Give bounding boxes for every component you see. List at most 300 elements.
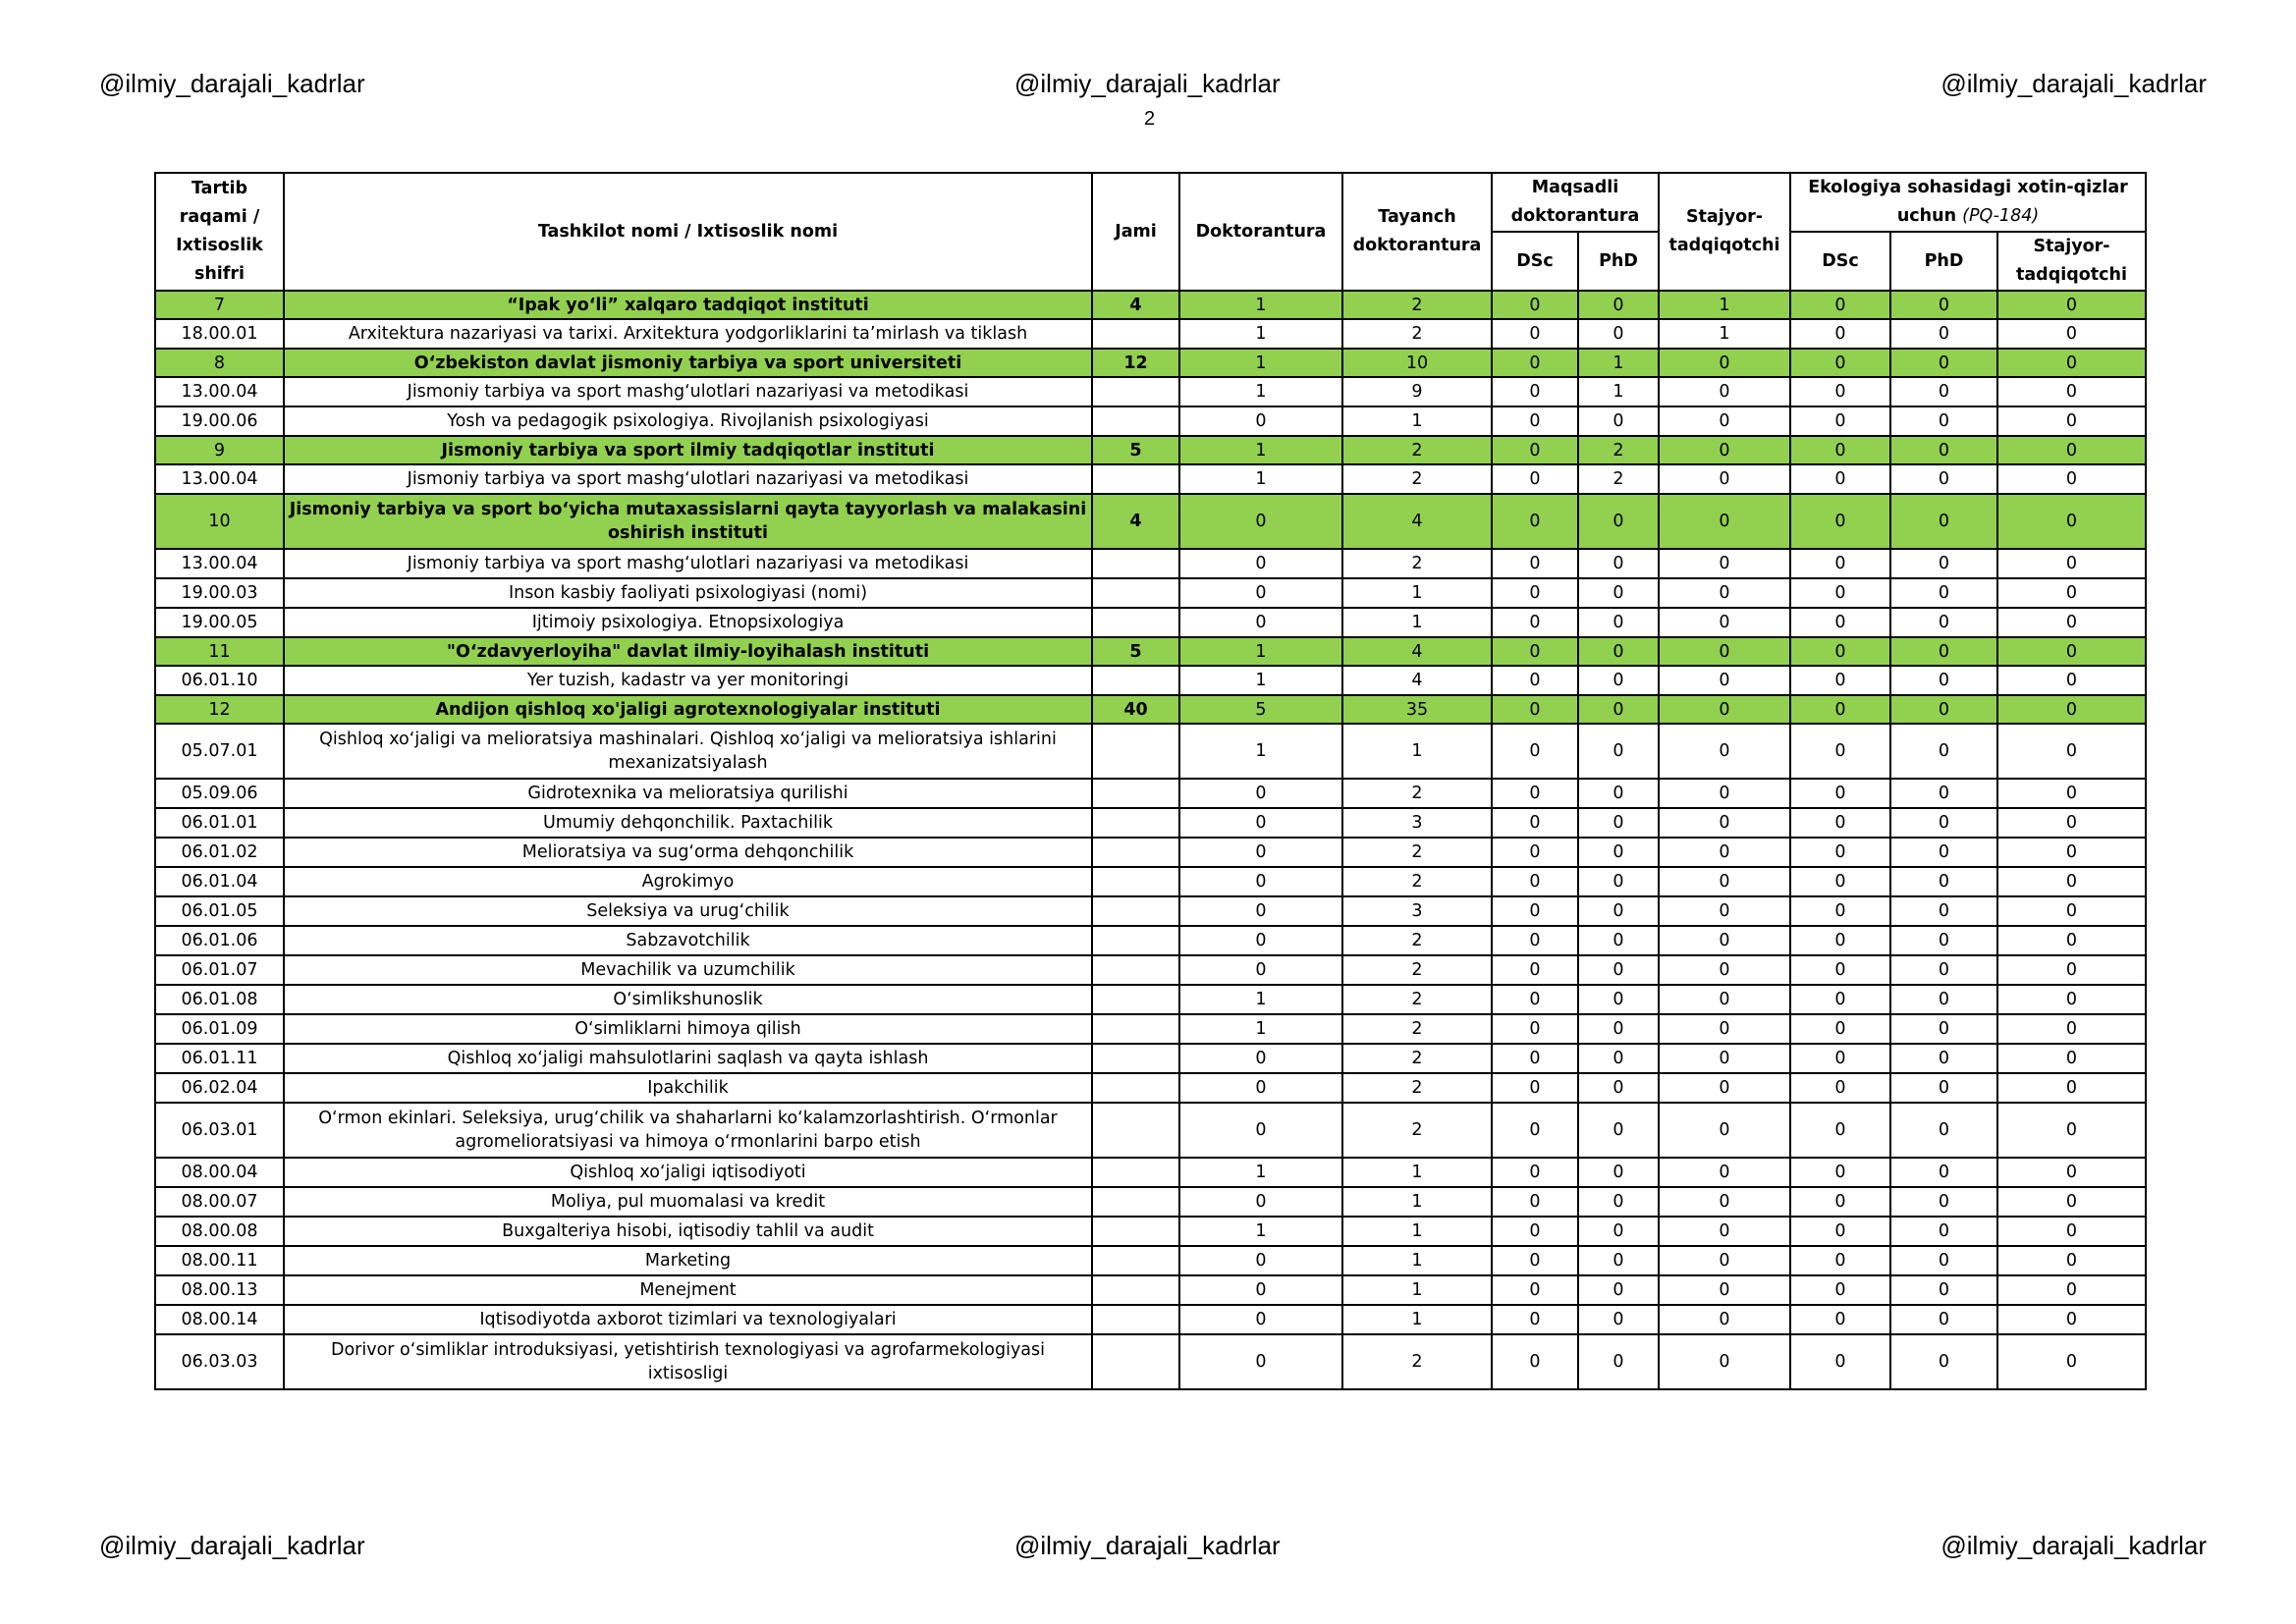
row-name: Buxgalteriya hisobi, iqtisodiy tahlil va audit [284, 1217, 1092, 1246]
row-jami [1092, 1187, 1179, 1217]
row-ekologiya-phd: 0 [1890, 1044, 1997, 1073]
specialty-row [155, 549, 2146, 578]
specialty-row [155, 1334, 2146, 1389]
row-maqsadli-phd: 0 [1578, 1305, 1659, 1334]
row-stajyor: 0 [1659, 1187, 1790, 1217]
row-code: 06.01.11 [155, 1044, 284, 1073]
row-doktorantura: 5 [1179, 695, 1342, 724]
row-ekologiya-dsc: 0 [1790, 1275, 1890, 1305]
row-stajyor: 0 [1659, 494, 1790, 549]
row-code: 08.00.07 [155, 1187, 284, 1217]
row-name: Gidrotexnika va melioratsiya qurilishi [284, 779, 1092, 808]
row-ekologiya-stajyor: 0 [1997, 319, 2146, 349]
row-doktorantura: 1 [1179, 464, 1342, 494]
specialty-row [155, 1275, 2146, 1305]
row-tayanch: 2 [1342, 926, 1492, 955]
row-code: 19.00.03 [155, 578, 284, 608]
row-doktorantura: 0 [1179, 1305, 1342, 1334]
row-doktorantura: 0 [1179, 1334, 1342, 1389]
row-ekologiya-dsc: 0 [1790, 291, 1890, 319]
row-doktorantura: 0 [1179, 779, 1342, 808]
row-maqsadli-dsc: 0 [1492, 1103, 1578, 1158]
row-tayanch: 2 [1342, 1073, 1492, 1103]
row-jami [1092, 1305, 1179, 1334]
row-maqsadli-phd: 0 [1578, 549, 1659, 578]
row-jami [1092, 808, 1179, 838]
specialty-row [155, 1014, 2146, 1044]
row-ekologiya-phd: 0 [1890, 926, 1997, 955]
row-ekologiya-phd: 0 [1890, 377, 1997, 406]
specialty-row [155, 724, 2146, 779]
row-tayanch: 2 [1342, 436, 1492, 464]
row-tayanch: 3 [1342, 808, 1492, 838]
header-doktorantura: Doktorantura [1179, 173, 1342, 291]
row-code: 9 [155, 436, 284, 464]
row-ekologiya-stajyor: 0 [1997, 1158, 2146, 1187]
row-name: Qishloq xo‘jaligi mahsulotlarini saqlash va qayta ishlash [284, 1044, 1092, 1073]
row-code: 19.00.05 [155, 608, 284, 637]
row-ekologiya-phd: 0 [1890, 867, 1997, 896]
row-tayanch: 1 [1342, 1187, 1492, 1217]
row-doktorantura: 1 [1179, 666, 1342, 695]
row-ekologiya-stajyor: 0 [1997, 666, 2146, 695]
row-code: 05.09.06 [155, 779, 284, 808]
specialty-row [155, 808, 2146, 838]
row-tayanch: 9 [1342, 377, 1492, 406]
row-maqsadli-phd: 0 [1578, 666, 1659, 695]
row-ekologiya-phd: 0 [1890, 1103, 1997, 1158]
specialty-row [155, 1103, 2146, 1158]
row-maqsadli-phd: 0 [1578, 319, 1659, 349]
row-stajyor: 0 [1659, 867, 1790, 896]
header-ekologiya [1790, 173, 2146, 232]
row-maqsadli-dsc: 0 [1492, 1044, 1578, 1073]
watermark-bottom-left: @ilmiy_darajali_kadrlar [99, 1531, 365, 1560]
row-code: 08.00.14 [155, 1305, 284, 1334]
row-ekologiya-dsc: 0 [1790, 838, 1890, 867]
specialty-row [155, 464, 2146, 494]
row-name: Agrokimyo [284, 867, 1092, 896]
header-ekologiya-text: Ekologiya sohasidagi xotin-qizlar uchun [1808, 178, 2128, 226]
row-jami [1092, 1158, 1179, 1187]
row-jami: 4 [1092, 494, 1179, 549]
row-ekologiya-stajyor: 0 [1997, 608, 2146, 637]
row-maqsadli-dsc: 0 [1492, 896, 1578, 926]
row-ekologiya-dsc: 0 [1790, 1044, 1890, 1073]
row-name: Jismoniy tarbiya va sport ilmiy tadqiqotlar instituti [284, 436, 1092, 464]
row-jami [1092, 926, 1179, 955]
row-stajyor: 1 [1659, 319, 1790, 349]
row-jami [1092, 1275, 1179, 1305]
row-code: 08.00.13 [155, 1275, 284, 1305]
row-jami: 4 [1092, 291, 1179, 319]
row-jami [1092, 666, 1179, 695]
row-name: Qishloq xo‘jaligi iqtisodiyoti [284, 1158, 1092, 1187]
row-maqsadli-dsc: 0 [1492, 985, 1578, 1014]
row-tayanch: 1 [1342, 1158, 1492, 1187]
row-ekologiya-dsc: 0 [1790, 779, 1890, 808]
row-ekologiya-dsc: 0 [1790, 896, 1890, 926]
row-ekologiya-dsc: 0 [1790, 1158, 1890, 1187]
row-name: Menejment [284, 1275, 1092, 1305]
row-tayanch: 2 [1342, 1334, 1492, 1389]
row-ekologiya-stajyor: 0 [1997, 549, 2146, 578]
row-ekologiya-phd: 0 [1890, 637, 1997, 666]
row-maqsadli-dsc: 0 [1492, 1246, 1578, 1275]
row-doktorantura: 0 [1179, 608, 1342, 637]
row-ekologiya-dsc: 0 [1790, 406, 1890, 436]
row-ekologiya-dsc: 0 [1790, 436, 1890, 464]
row-maqsadli-phd: 0 [1578, 1158, 1659, 1187]
row-maqsadli-phd: 0 [1578, 291, 1659, 319]
row-name: Marketing [284, 1246, 1092, 1275]
row-ekologiya-phd: 0 [1890, 1187, 1997, 1217]
row-jami: 5 [1092, 637, 1179, 666]
row-stajyor: 0 [1659, 608, 1790, 637]
row-name: Yosh va pedagogik psixologiya. Rivojlanish psixologiyasi [284, 406, 1092, 436]
row-ekologiya-dsc: 0 [1790, 724, 1890, 779]
row-stajyor: 0 [1659, 724, 1790, 779]
row-maqsadli-dsc: 0 [1492, 1217, 1578, 1246]
organization-row [155, 436, 2146, 464]
row-jami [1092, 1014, 1179, 1044]
row-doktorantura: 1 [1179, 985, 1342, 1014]
row-jami [1092, 578, 1179, 608]
row-ekologiya-phd: 0 [1890, 1217, 1997, 1246]
row-doktorantura: 0 [1179, 1187, 1342, 1217]
row-ekologiya-stajyor: 0 [1997, 1275, 2146, 1305]
row-ekologiya-dsc: 0 [1790, 464, 1890, 494]
row-jami [1092, 896, 1179, 926]
row-doktorantura: 0 [1179, 867, 1342, 896]
row-tayanch: 2 [1342, 1014, 1492, 1044]
row-doktorantura: 1 [1179, 637, 1342, 666]
row-ekologiya-stajyor: 0 [1997, 1044, 2146, 1073]
row-maqsadli-dsc: 0 [1492, 578, 1578, 608]
row-ekologiya-phd: 0 [1890, 1334, 1997, 1389]
row-jami [1092, 779, 1179, 808]
row-doktorantura: 0 [1179, 926, 1342, 955]
row-ekologiya-dsc: 0 [1790, 985, 1890, 1014]
specialty-row [155, 955, 2146, 985]
row-maqsadli-dsc: 0 [1492, 838, 1578, 867]
row-name: Jismoniy tarbiya va sport mashg‘ulotlari nazariyasi va metodikasi [284, 549, 1092, 578]
header-ekologiya-stajyor: Stajyor-tadqiqotchi [1997, 232, 2146, 291]
row-ekologiya-stajyor: 0 [1997, 1246, 2146, 1275]
row-doktorantura: 0 [1179, 1246, 1342, 1275]
row-ekologiya-dsc: 0 [1790, 955, 1890, 985]
row-name: O‘zbekiston davlat jismoniy tarbiya va sport universiteti [284, 349, 1092, 377]
header-jami: Jami [1092, 173, 1179, 291]
row-ekologiya-stajyor: 0 [1997, 808, 2146, 838]
row-maqsadli-phd: 0 [1578, 494, 1659, 549]
row-code: 8 [155, 349, 284, 377]
row-doktorantura: 0 [1179, 1073, 1342, 1103]
row-name: Ipakchilik [284, 1073, 1092, 1103]
row-code: 19.00.06 [155, 406, 284, 436]
row-maqsadli-phd: 0 [1578, 838, 1659, 867]
row-ekologiya-phd: 0 [1890, 578, 1997, 608]
row-ekologiya-phd: 0 [1890, 724, 1997, 779]
specialty-row [155, 1073, 2146, 1103]
row-ekologiya-stajyor: 0 [1997, 724, 2146, 779]
row-maqsadli-dsc: 0 [1492, 808, 1578, 838]
row-jami [1092, 985, 1179, 1014]
row-maqsadli-phd: 0 [1578, 1103, 1659, 1158]
row-ekologiya-phd: 0 [1890, 436, 1997, 464]
row-maqsadli-dsc: 0 [1492, 349, 1578, 377]
row-stajyor: 0 [1659, 1246, 1790, 1275]
row-code: 06.01.04 [155, 867, 284, 896]
row-ekologiya-stajyor: 0 [1997, 578, 2146, 608]
header-ekologiya-dsc: DSc [1790, 232, 1890, 291]
row-jami [1092, 867, 1179, 896]
row-doktorantura: 0 [1179, 808, 1342, 838]
row-maqsadli-dsc: 0 [1492, 291, 1578, 319]
row-ekologiya-dsc: 0 [1790, 1217, 1890, 1246]
row-maqsadli-dsc: 0 [1492, 724, 1578, 779]
row-ekologiya-stajyor: 0 [1997, 1217, 2146, 1246]
specialty-row [155, 1305, 2146, 1334]
row-ekologiya-phd: 0 [1890, 896, 1997, 926]
row-stajyor: 0 [1659, 666, 1790, 695]
row-stajyor: 0 [1659, 406, 1790, 436]
row-tayanch: 2 [1342, 867, 1492, 896]
row-stajyor: 0 [1659, 695, 1790, 724]
row-code: 06.01.02 [155, 838, 284, 867]
row-maqsadli-dsc: 0 [1492, 608, 1578, 637]
specialty-row [155, 377, 2146, 406]
row-stajyor: 0 [1659, 926, 1790, 955]
row-tayanch: 2 [1342, 1103, 1492, 1158]
row-jami [1092, 838, 1179, 867]
specialty-row [155, 319, 2146, 349]
row-tayanch: 1 [1342, 1305, 1492, 1334]
row-ekologiya-stajyor: 0 [1997, 695, 2146, 724]
row-jami: 5 [1092, 436, 1179, 464]
specialty-row [155, 406, 2146, 436]
row-tayanch: 2 [1342, 319, 1492, 349]
row-maqsadli-phd: 1 [1578, 377, 1659, 406]
row-ekologiya-stajyor: 0 [1997, 955, 2146, 985]
watermark-top-left: @ilmiy_darajali_kadrlar [99, 69, 365, 98]
row-ekologiya-dsc: 0 [1790, 1103, 1890, 1158]
row-name: O‘rmon ekinlari. Seleksiya, urug‘chilik va shaharlarni ko‘kalamzorlashtirish. O‘rmonlar agromelioratsiyasi va himoya o‘rmonlarini barpo etish [284, 1103, 1092, 1158]
row-tayanch: 10 [1342, 349, 1492, 377]
row-tayanch: 1 [1342, 724, 1492, 779]
row-name: Sabzavotchilik [284, 926, 1092, 955]
row-ekologiya-dsc: 0 [1790, 637, 1890, 666]
header-maqsadli-phd: PhD [1578, 232, 1659, 291]
row-tayanch: 4 [1342, 494, 1492, 549]
row-maqsadli-phd: 0 [1578, 406, 1659, 436]
row-doktorantura: 0 [1179, 1103, 1342, 1158]
row-maqsadli-phd: 0 [1578, 1073, 1659, 1103]
header-maqsadli-dsc: DSc [1492, 232, 1578, 291]
row-stajyor: 0 [1659, 838, 1790, 867]
row-ekologiya-stajyor: 0 [1997, 1187, 2146, 1217]
row-maqsadli-phd: 0 [1578, 985, 1659, 1014]
row-maqsadli-dsc: 0 [1492, 406, 1578, 436]
row-jami [1092, 1103, 1179, 1158]
row-ekologiya-dsc: 0 [1790, 319, 1890, 349]
specialty-row [155, 666, 2146, 695]
specialty-row [155, 1158, 2146, 1187]
row-ekologiya-dsc: 0 [1790, 1246, 1890, 1275]
organization-row [155, 637, 2146, 666]
row-ekologiya-phd: 0 [1890, 291, 1997, 319]
row-maqsadli-dsc: 0 [1492, 1334, 1578, 1389]
row-ekologiya-phd: 0 [1890, 808, 1997, 838]
specialty-row [155, 867, 2146, 896]
row-code: 06.01.06 [155, 926, 284, 955]
row-ekologiya-phd: 0 [1890, 406, 1997, 436]
row-name: O‘simlikshunoslik [284, 985, 1092, 1014]
row-tayanch: 1 [1342, 1275, 1492, 1305]
row-maqsadli-phd: 0 [1578, 578, 1659, 608]
row-name: Ijtimoiy psixologiya. Etnopsixologiya [284, 608, 1092, 637]
row-maqsadli-dsc: 0 [1492, 1187, 1578, 1217]
row-name: Qishloq xo‘jaligi va melioratsiya mashinalari. Qishloq xo‘jaligi va melioratsiya ishlarini mexanizatsiyalash [284, 724, 1092, 779]
row-ekologiya-phd: 0 [1890, 838, 1997, 867]
row-name: Umumiy dehqonchilik. Paxtachilik [284, 808, 1092, 838]
row-name: Iqtisodiyotda axborot tizimlari va texnologiyalari [284, 1305, 1092, 1334]
row-maqsadli-phd: 0 [1578, 1275, 1659, 1305]
row-name: "O‘zdavyerloyiha" davlat ilmiy-loyihalash instituti [284, 637, 1092, 666]
row-doktorantura: 1 [1179, 724, 1342, 779]
row-ekologiya-phd: 0 [1890, 779, 1997, 808]
row-maqsadli-dsc: 0 [1492, 1014, 1578, 1044]
row-stajyor: 0 [1659, 1275, 1790, 1305]
row-stajyor: 0 [1659, 955, 1790, 985]
row-stajyor: 0 [1659, 1044, 1790, 1073]
row-maqsadli-phd: 0 [1578, 695, 1659, 724]
row-ekologiya-phd: 0 [1890, 608, 1997, 637]
row-doktorantura: 0 [1179, 494, 1342, 549]
row-maqsadli-dsc: 0 [1492, 319, 1578, 349]
row-tayanch: 3 [1342, 896, 1492, 926]
row-name: Yer tuzish, kadastr va yer monitoringi [284, 666, 1092, 695]
row-maqsadli-phd: 0 [1578, 1334, 1659, 1389]
row-ekologiya-phd: 0 [1890, 349, 1997, 377]
row-stajyor: 0 [1659, 436, 1790, 464]
row-code: 06.01.05 [155, 896, 284, 926]
row-maqsadli-phd: 0 [1578, 608, 1659, 637]
row-doktorantura: 1 [1179, 1014, 1342, 1044]
quota-table [154, 172, 2147, 1390]
row-doktorantura: 0 [1179, 1275, 1342, 1305]
header-tayanch: Tayanch doktorantura [1342, 173, 1492, 291]
row-code: 7 [155, 291, 284, 319]
row-doktorantura: 0 [1179, 1044, 1342, 1073]
row-ekologiya-stajyor: 0 [1997, 436, 2146, 464]
row-ekologiya-dsc: 0 [1790, 1187, 1890, 1217]
header-tartib: Tartib raqami / Ixtisoslik shifri [155, 173, 284, 291]
row-tayanch: 2 [1342, 838, 1492, 867]
row-maqsadli-dsc: 0 [1492, 1305, 1578, 1334]
row-ekologiya-stajyor: 0 [1997, 926, 2146, 955]
row-stajyor: 1 [1659, 291, 1790, 319]
row-stajyor: 0 [1659, 896, 1790, 926]
watermark-bottom-right: @ilmiy_darajali_kadrlar [1941, 1531, 2207, 1560]
row-name: “Ipak yo‘li” xalqaro tadqiqot instituti [284, 291, 1092, 319]
row-jami [1092, 319, 1179, 349]
row-code: 12 [155, 695, 284, 724]
row-name: Seleksiya va urug‘chilik [284, 896, 1092, 926]
row-code: 13.00.04 [155, 464, 284, 494]
row-stajyor: 0 [1659, 1217, 1790, 1246]
row-ekologiya-stajyor: 0 [1997, 779, 2146, 808]
row-doktorantura: 1 [1179, 436, 1342, 464]
row-stajyor: 0 [1659, 1103, 1790, 1158]
row-ekologiya-stajyor: 0 [1997, 464, 2146, 494]
row-stajyor: 0 [1659, 779, 1790, 808]
row-ekologiya-stajyor: 0 [1997, 1073, 2146, 1103]
row-code: 18.00.01 [155, 319, 284, 349]
row-jami [1092, 1334, 1179, 1389]
row-name: Andijon qishloq xo'jaligi agrotexnologiyalar instituti [284, 695, 1092, 724]
row-maqsadli-dsc: 0 [1492, 867, 1578, 896]
row-code: 08.00.04 [155, 1158, 284, 1187]
row-ekologiya-dsc: 0 [1790, 1014, 1890, 1044]
table-header [155, 173, 2146, 291]
specialty-row [155, 926, 2146, 955]
row-stajyor: 0 [1659, 637, 1790, 666]
row-tayanch: 1 [1342, 406, 1492, 436]
row-ekologiya-stajyor: 0 [1997, 1334, 2146, 1389]
row-tayanch: 2 [1342, 955, 1492, 985]
row-maqsadli-dsc: 0 [1492, 436, 1578, 464]
row-maqsadli-dsc: 0 [1492, 494, 1578, 549]
row-ekologiya-stajyor: 0 [1997, 406, 2146, 436]
row-stajyor: 0 [1659, 1158, 1790, 1187]
row-code: 06.01.10 [155, 666, 284, 695]
row-code: 05.07.01 [155, 724, 284, 779]
specialty-row [155, 838, 2146, 867]
row-doktorantura: 1 [1179, 349, 1342, 377]
row-ekologiya-stajyor: 0 [1997, 838, 2146, 867]
specialty-row [155, 1187, 2146, 1217]
row-ekologiya-dsc: 0 [1790, 608, 1890, 637]
row-maqsadli-phd: 0 [1578, 1246, 1659, 1275]
row-ekologiya-stajyor: 0 [1997, 291, 2146, 319]
watermark-top-right: @ilmiy_darajali_kadrlar [1941, 69, 2207, 98]
row-code: 06.01.09 [155, 1014, 284, 1044]
row-tayanch: 1 [1342, 578, 1492, 608]
row-name: Mevachilik va uzumchilik [284, 955, 1092, 985]
row-maqsadli-phd: 0 [1578, 1014, 1659, 1044]
row-stajyor: 0 [1659, 377, 1790, 406]
row-maqsadli-phd: 0 [1578, 779, 1659, 808]
row-jami [1092, 724, 1179, 779]
row-tayanch: 2 [1342, 549, 1492, 578]
row-tayanch: 35 [1342, 695, 1492, 724]
row-jami [1092, 1073, 1179, 1103]
row-ekologiya-dsc: 0 [1790, 549, 1890, 578]
row-ekologiya-stajyor: 0 [1997, 896, 2146, 926]
row-stajyor: 0 [1659, 1014, 1790, 1044]
specialty-row [155, 896, 2146, 926]
row-maqsadli-dsc: 0 [1492, 637, 1578, 666]
row-ekologiya-phd: 0 [1890, 1073, 1997, 1103]
row-stajyor: 0 [1659, 808, 1790, 838]
row-name: Jismoniy tarbiya va sport mashg‘ulotlari nazariyasi va metodikasi [284, 464, 1092, 494]
row-stajyor: 0 [1659, 549, 1790, 578]
row-maqsadli-phd: 0 [1578, 808, 1659, 838]
row-jami [1092, 1217, 1179, 1246]
row-ekologiya-stajyor: 0 [1997, 377, 2146, 406]
row-jami [1092, 955, 1179, 985]
